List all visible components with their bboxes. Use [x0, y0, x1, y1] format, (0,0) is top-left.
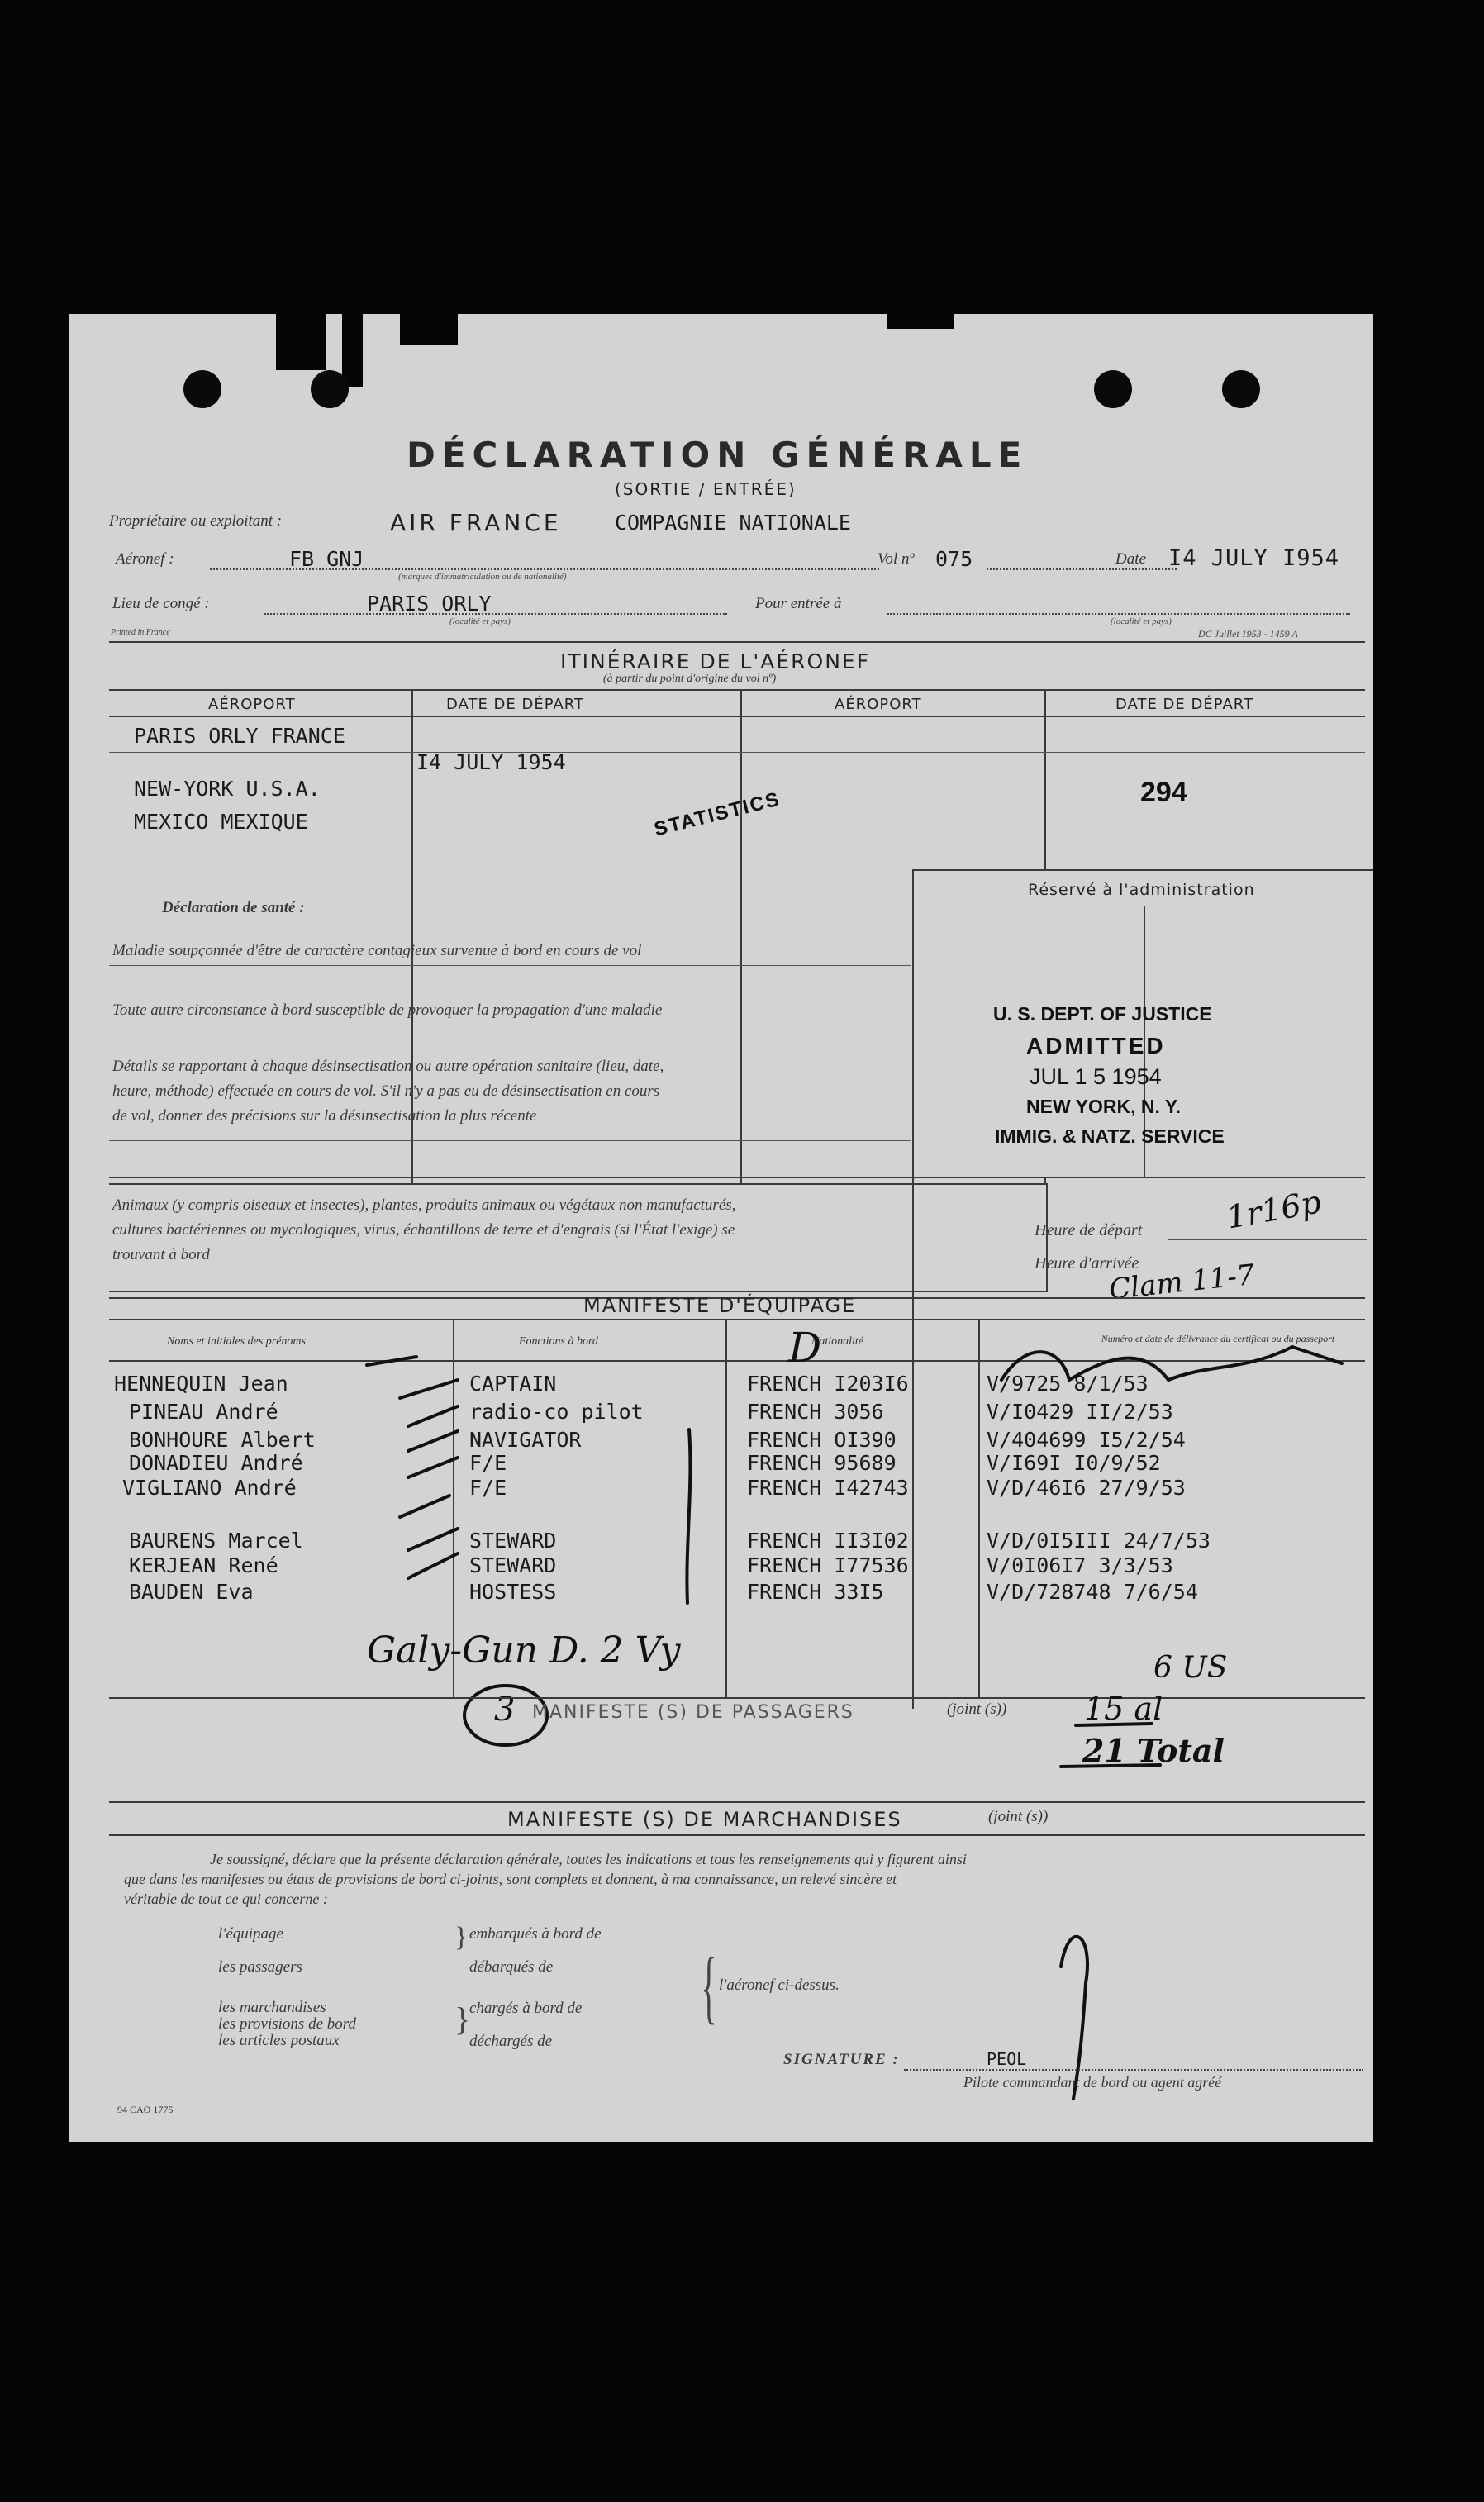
- crew-name: PINEAU André: [129, 1400, 278, 1424]
- passengers-label: MANIFESTE (S) DE PASSAGERS: [532, 1702, 854, 1723]
- decl-aircraft: l'aéronef ci-dessus.: [719, 1976, 840, 1994]
- crew-header-nationality: Nationalité: [811, 1335, 863, 1348]
- crew-document: V/404699 I5/2/54: [987, 1428, 1186, 1452]
- crew-function: radio-co pilot: [469, 1400, 644, 1424]
- crew-nationality: FRENCH OI390: [747, 1428, 897, 1452]
- entry-label: Pour entrée à: [755, 595, 842, 612]
- decl-brace: }: [454, 2000, 471, 2038]
- tick-mark: [408, 1458, 458, 1477]
- health-line-3a: Détails se rapportant à chaque désinsectisation ou autre opération sanitaire (lieu, date,: [112, 1058, 664, 1075]
- tick-mark: [400, 1380, 458, 1398]
- tick-mark: [408, 1529, 458, 1550]
- signature-value: PEOL: [987, 2049, 1027, 2069]
- decl-postal: les articles postaux: [218, 2032, 340, 2049]
- goods-bottom-line: [109, 1834, 1365, 1836]
- pilot-caption: Pilote commandant de bord ou agent agréé: [963, 2074, 1222, 2091]
- goods-joint: (joint (s)): [988, 1808, 1049, 1825]
- crew-document: V/D/728748 7/6/54: [987, 1580, 1198, 1604]
- stamp-service: IMMIG. & NATZ. SERVICE: [995, 1125, 1225, 1147]
- tick-mark: [400, 1496, 449, 1517]
- crew-nationality: FRENCH 95689: [747, 1451, 897, 1475]
- crew-name: KERJEAN René: [129, 1553, 278, 1577]
- declaration-text-b: que dans les manifestes ou états de provisions de bord ci-joints, sont complets et donnent, à ma connaissance, un relevé sincère et: [124, 1871, 897, 1887]
- itinerary-title: ITINÉRAIRE DE L'AÉRONEF: [560, 649, 871, 673]
- departure-place-label: Lieu de congé :: [112, 595, 210, 612]
- crew-document: V/I0429 II/2/53: [987, 1400, 1173, 1424]
- arrival-time-label: Heure d'arrivée: [1035, 1254, 1139, 1272]
- goods-label: MANIFESTE (S) DE MARCHANDISES: [507, 1808, 902, 1831]
- crew-name: BONHOURE Albert: [129, 1428, 316, 1452]
- aircraft-label: Aéronef :: [116, 550, 174, 568]
- decl-passengers: les passagers: [218, 1958, 302, 1976]
- itinerary-departure-date: I4 JULY 1954: [416, 750, 566, 774]
- decl-brace: }: [454, 1922, 469, 1953]
- decl-crew: l'équipage: [218, 1925, 283, 1943]
- stamp-date: JUL 1 5 1954: [1030, 1064, 1162, 1089]
- passengers-total: 21 Total: [1082, 1732, 1225, 1769]
- bracket-stroke: [687, 1429, 690, 1603]
- decl-embarked: embarqués à bord de: [469, 1925, 602, 1943]
- health-line-3c: de vol, donner des précisions sur la désinsectisation la plus récente: [112, 1107, 537, 1125]
- form-title: DÉCLARATION GÉNÉRALE: [407, 435, 1029, 475]
- crew-header-document: Numéro et date de délivrance du certificat ou du passeport: [1101, 1333, 1335, 1344]
- crew-document: V/D/46I6 27/9/53: [987, 1476, 1186, 1500]
- itinerary-header-date-2: DATE DE DÉPART: [1115, 696, 1253, 713]
- decl-right-brace: {: [701, 1940, 717, 2032]
- health-title: Déclaration de santé :: [162, 899, 305, 916]
- crew-name: BAUDEN Eva: [129, 1580, 254, 1604]
- form-subtitle: (SORTIE / ENTRÉE): [615, 479, 797, 499]
- departure-place-caption: (localité et pays): [449, 616, 511, 626]
- health-line-2: Toute autre circonstance à bord susceptible de provoquer la propagation d'une maladie: [112, 1001, 663, 1019]
- form-code: DC Juillet 1953 - 1459 A: [1198, 628, 1298, 640]
- entry-caption: (localité et pays): [1111, 616, 1172, 626]
- health-line-3b: heure, méthode) effectuée en cours de vol. S'il n'y a pas eu de désinsectisation en cours: [112, 1082, 660, 1100]
- health-line-1: Maladie soupçonnée d'être de caractère contagieux survenue à bord en cours de vol: [112, 942, 642, 959]
- stamp-city: NEW YORK, N. Y.: [1026, 1096, 1182, 1117]
- itinerary-airport-3: MEXICO MEXIQUE: [134, 810, 308, 834]
- crew-hand-mark: D: [788, 1324, 822, 1372]
- crew-nationality: FRENCH I77536: [747, 1553, 909, 1577]
- printer-note: Printed in France: [111, 628, 170, 637]
- tick-mark: [408, 1431, 458, 1451]
- goods-top-line: [109, 1801, 1365, 1803]
- departure-place-value: PARIS ORLY: [367, 592, 492, 616]
- crew-nationality: FRENCH 33I5: [747, 1580, 884, 1604]
- itinerary-subtitle: (à partir du point d'origine du vol nº): [603, 673, 777, 685]
- owner-label: Propriétaire ou exploitant :: [109, 512, 283, 530]
- decl-loaded: chargés à bord de: [469, 2000, 583, 2017]
- crew-function: F/E: [469, 1451, 507, 1475]
- crew-function: F/E: [469, 1476, 507, 1500]
- declaration-form-sheet: [69, 314, 1373, 2142]
- declaration-text-a: Je soussigné, déclare que la présente déclaration générale, toutes les indications et tous les renseignements qui y figurent ainsi: [210, 1851, 967, 1867]
- arrival-hand-note: Clam 11-7: [1107, 1258, 1257, 1307]
- itinerary-header-date-1: DATE DE DÉPART: [446, 696, 584, 713]
- crew-function: NAVIGATOR: [469, 1428, 582, 1452]
- crew-function: HOSTESS: [469, 1580, 557, 1604]
- date-label: Date: [1115, 550, 1146, 568]
- statistics-stamp: STATISTICS: [651, 787, 783, 841]
- aircraft-caption: (marques d'immatriculation ou de nationalité): [398, 572, 567, 582]
- passengers-total-us: 6 US: [1153, 1651, 1228, 1685]
- owner-value-2: COMPAGNIE NATIONALE: [615, 511, 851, 535]
- decl-unloaded: déchargés de: [469, 2033, 553, 2050]
- crew-function: STEWARD: [469, 1529, 557, 1553]
- itinerary-header-airport-2: AÉROPORT: [835, 696, 922, 713]
- crew-name: BAURENS Marcel: [129, 1529, 303, 1553]
- stamp-dept: U. S. DEPT. OF JUSTICE: [993, 1003, 1212, 1025]
- crew-hand-note: Galy-Gun D. 2 Vy: [367, 1629, 681, 1672]
- admin-title: Réservé à l'administration: [1028, 881, 1255, 899]
- decl-disembarked: débarqués de: [469, 1958, 554, 1976]
- animals-line-c: trouvant à bord: [112, 1246, 210, 1263]
- crew-nationality: FRENCH I203I6: [747, 1372, 909, 1396]
- signature-line: [904, 2069, 1363, 2071]
- tick-mark: [408, 1553, 458, 1578]
- crew-document: V/9725 8/1/53: [987, 1372, 1149, 1396]
- tick-mark: [408, 1406, 458, 1426]
- flight-value: 075: [935, 547, 973, 571]
- crew-document: V/0I06I7 3/3/53: [987, 1553, 1173, 1577]
- crew-nationality: FRENCH 3056: [747, 1400, 884, 1424]
- passengers-joint: (joint (s)): [947, 1701, 1007, 1718]
- crew-function: CAPTAIN: [469, 1372, 557, 1396]
- departure-time-label: Heure de départ: [1035, 1221, 1143, 1239]
- crew-name: VIGLIANO André: [122, 1476, 297, 1500]
- tick-mark: [367, 1357, 416, 1365]
- decl-goods: les marchandises: [218, 1999, 326, 2016]
- owner-value: AIR FRANCE: [390, 509, 562, 536]
- footer-code: 94 CAO 1775: [117, 2104, 174, 2115]
- date-value: I4 JULY I954: [1168, 545, 1340, 571]
- crew-title: MANIFESTE D'ÉQUIPAGE: [583, 1294, 857, 1317]
- itinerary-airport-2: NEW-YORK U.S.A.: [134, 777, 321, 801]
- flight-label: Vol nº: [878, 550, 915, 568]
- crew-name: DONADIEU André: [129, 1451, 303, 1475]
- decl-provisions: les provisions de bord: [218, 2015, 356, 2033]
- signature-label: SIGNATURE :: [783, 2051, 900, 2068]
- crew-name: HENNEQUIN Jean: [114, 1372, 288, 1396]
- passengers-total-al: 15 al: [1084, 1691, 1163, 1727]
- aircraft-value: FB GNJ: [289, 547, 364, 571]
- declaration-text-c: véritable de tout ce qui concerne :: [124, 1891, 328, 1907]
- document-scribble: [1001, 1347, 1342, 1380]
- crew-document: V/I69I I0/9/52: [987, 1451, 1161, 1475]
- animals-line-a: Animaux (y compris oiseaux et insectes), plantes, produits animaux ou végétaux non manufacturés,: [112, 1196, 736, 1214]
- crew-header-function: Fonctions à bord: [519, 1335, 598, 1348]
- crew-document: V/D/0I5III 24/7/53: [987, 1529, 1211, 1553]
- crew-header-name: Noms et initiales des prénoms: [167, 1335, 306, 1348]
- stamp-admitted: ADMITTED: [1026, 1033, 1166, 1058]
- crew-nationality: FRENCH I42743: [747, 1476, 909, 1500]
- itinerary-number: 294: [1140, 777, 1187, 808]
- itinerary-header-airport-1: AÉROPORT: [208, 696, 296, 713]
- departure-time-value: 1r16p: [1224, 1183, 1324, 1236]
- animals-line-b: cultures bactériennes ou mycologiques, virus, échantillons de terre et d'engrais (si l'État l'exige) se: [112, 1221, 735, 1239]
- passengers-line: [109, 1697, 1365, 1699]
- hand-circle-number: 3: [494, 1691, 516, 1729]
- itinerary-airport-1: PARIS ORLY FRANCE: [134, 724, 345, 748]
- crew-nationality: FRENCH II3I02: [747, 1529, 909, 1553]
- crew-function: STEWARD: [469, 1553, 557, 1577]
